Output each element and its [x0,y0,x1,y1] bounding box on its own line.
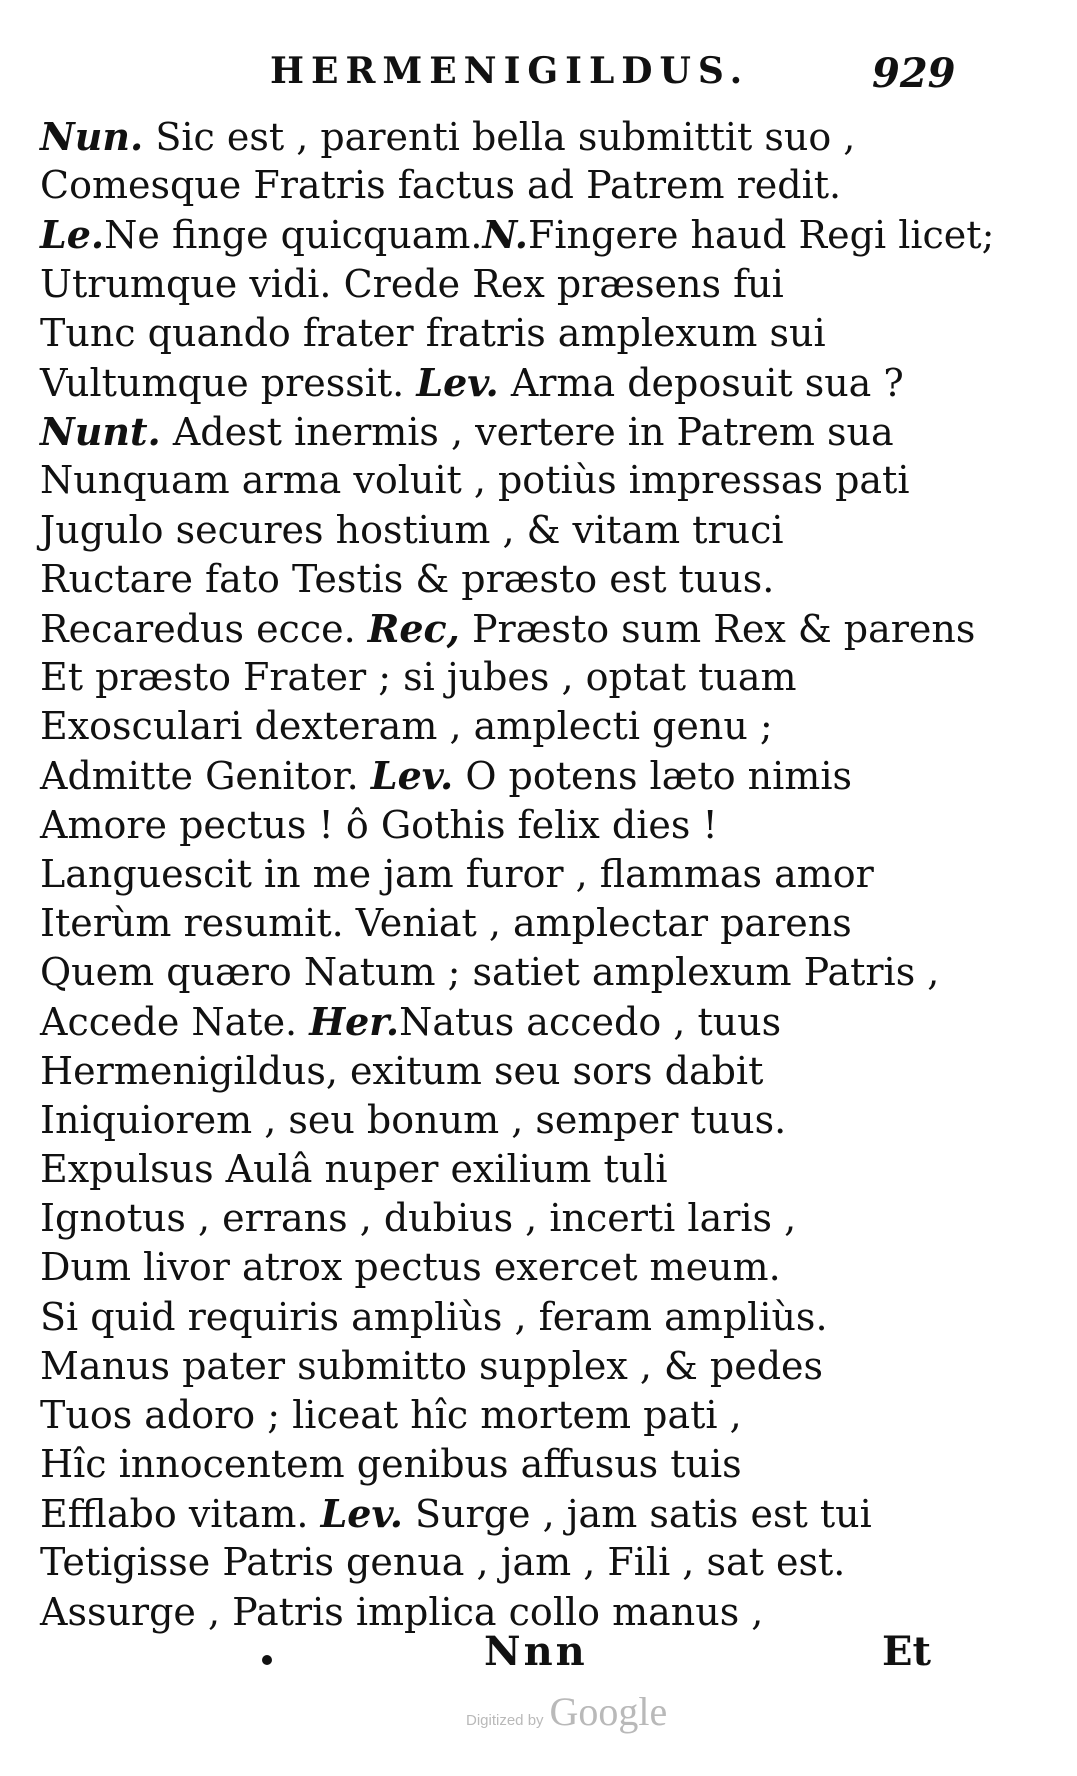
verse-text: Manus pater submitto supplex , & pedes [40,1343,824,1388]
verse-line [40,604,1040,653]
verse-text: Ne finge quicquam. [104,213,483,258]
running-head: HERMENIGILDUS. [270,50,750,92]
verse-text: Surge , jam satis est tui [402,1492,872,1537]
verse-line [40,801,1040,850]
verse-line [40,1047,1040,1096]
verse-line [40,161,1040,210]
verse-text: Hermenigildus, exitum seu sors dabit [40,1048,764,1093]
verse-line [40,112,1040,161]
verse-text: Comesque Fratris factus ad Patrem redit. [40,163,842,208]
verse-line [40,1293,1040,1342]
verse-text: Utrumque vidi. Crede Rex præsens fui [40,261,784,306]
verse-text: O potens læto nimis [453,754,852,799]
verse-text: Expulsus Aulâ nuper exilium tuli [40,1146,668,1191]
verse-text: Arma deposuit sua ? [498,360,904,405]
verse-text: Admitte Genitor. [40,754,371,799]
verse-text: Nunquam arma voluit , potiùs impressas pati [40,458,910,503]
verse-text: Hîc innocentem genibus affusus tuis [40,1442,742,1487]
verse-line [40,506,1040,555]
verse-line [40,1342,1040,1391]
speaker-abbreviation: Rec, [367,605,460,651]
verse-text: Recaredus ecce. [40,606,368,651]
speaker-abbreviation: Nun. [40,114,144,159]
verse-text: Iterùm resumit. Veniat , amplectar parens [40,901,852,945]
verse-line [40,1440,1040,1489]
verse-line [40,751,1040,800]
speaker-abbreviation: Le. [40,212,105,258]
verse-text: Assurge , Patris implica collo manus , [40,1589,764,1634]
speaker-abbreviation: Lev. [370,753,454,799]
verse-line [40,850,1040,899]
verse-line [40,210,1040,259]
verse-text: Dum livor atrox pectus exercet meum. [40,1245,781,1290]
verse-text: Tetigisse Patris genua , jam , Fili , sat est. [40,1540,846,1585]
verse-line [40,407,1040,456]
verse-line [40,358,1040,407]
verse-text: Ignotus , errans , dubius , incerti laris , [40,1196,797,1241]
verse-line [40,260,1040,309]
verse-line [40,1489,1040,1538]
verse-text: Jugulo secures hostium , & vitam truci [40,507,784,552]
verse-text: Et præsto Frater ; si jubes , optat tuam [40,655,797,700]
speaker-abbreviation: Nunt. [40,409,161,455]
footer-mark [262,1655,272,1665]
verse-text: Amore pectus ! ô Gothis felix dies ! [40,802,718,847]
verse-text: Fingere haud Regi licet; [528,213,995,258]
watermark-google-logo: Google [549,1689,668,1734]
verse-line [40,456,1040,505]
verse-line [40,1194,1040,1243]
verse-text: Quem quæro Natum ; satiet amplexum Patris , [40,950,940,995]
verse-line [40,1145,1040,1194]
verse-line [40,997,1040,1046]
signature-mark: Nnn [484,1628,588,1675]
verse-line [40,899,1040,948]
digitization-watermark [466,1688,667,1735]
verse-text: Exosculari dexteram , amplecti genu ; [40,704,773,749]
verse-line [40,702,1040,751]
watermark-digitized-by: Digitized by [466,1712,544,1729]
speaker-abbreviation: Her. [309,999,400,1045]
verse-line [40,1096,1040,1145]
verse-line [40,1538,1040,1587]
verse-text: Ructare fato Testis & præsto est tuus. [40,556,775,601]
page-number: 929 [872,50,956,97]
verse-text: Vultumque pressit. [40,360,417,405]
verse-line [40,1243,1040,1292]
verse-block [40,112,1040,1637]
verse-text: Languescit in me jam furor , flammas amor [40,851,874,896]
verse-line [40,653,1040,702]
verse-text: Efflabo vitam. [40,1492,321,1537]
verse-text: Natus accedo , tuus [399,1000,782,1045]
catchword: Et [882,1628,931,1675]
verse-text: Tuos adoro ; liceat hîc mortem pati , [40,1392,742,1437]
verse-text: Præsto sum Rex & parens [459,606,976,651]
verse-line [40,309,1040,358]
verse-text: Iniquiorem , seu bonum , semper tuus. [40,1097,787,1142]
verse-line [40,555,1040,604]
verse-line [40,1391,1040,1440]
verse-text: Accede Nate. [40,1000,310,1045]
speaker-abbreviation: Lev. [416,359,499,405]
speaker-abbreviation: N. [482,212,529,258]
verse-text: Tunc quando frater fratris amplexum sui [40,310,826,355]
verse-text: Adest inermis , vertere in Patrem sua [160,410,894,455]
speaker-abbreviation: Lev. [320,1491,403,1537]
verse-line [40,948,1040,997]
verse-text: Si quid requiris ampliùs , feram ampliùs. [40,1294,828,1339]
verse-text: Sic est , parenti bella submittit suo , [143,115,856,159]
